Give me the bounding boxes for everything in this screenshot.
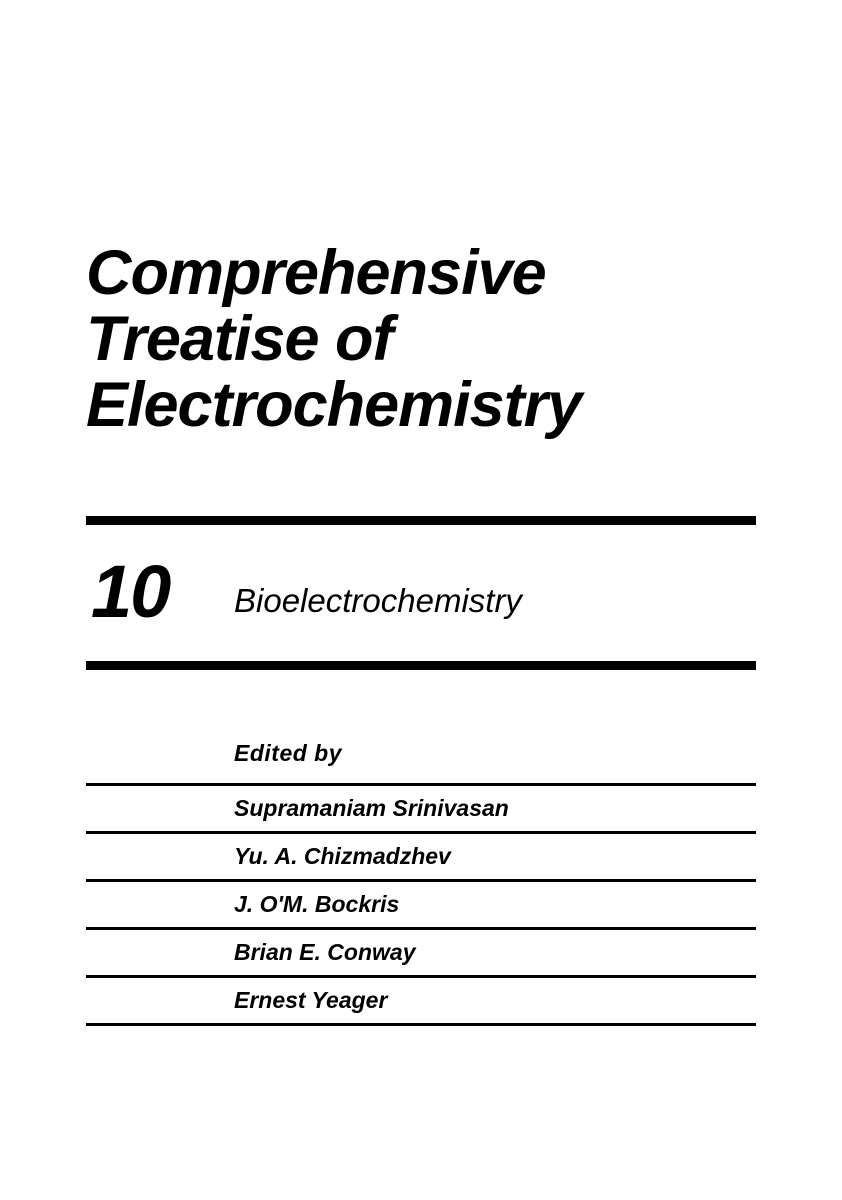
book-title xyxy=(86,240,756,438)
divider-above-volume xyxy=(86,516,756,525)
editor-name-1: Supramaniam Srinivasan xyxy=(234,795,509,821)
volume-number: 10 xyxy=(91,550,170,633)
cover-content xyxy=(86,0,756,1200)
editor-divider-5 xyxy=(86,975,756,978)
volume-row xyxy=(86,552,756,648)
volume-subtitle: Bioelectrochemistry xyxy=(234,582,522,619)
editor-divider-4 xyxy=(86,927,756,930)
editor-divider-1 xyxy=(86,783,756,786)
editor-divider-6 xyxy=(86,1023,756,1026)
title-line-3: Electrochemistry xyxy=(86,370,582,440)
divider-below-volume xyxy=(86,661,756,670)
editor-name-3: J. O'M. Bockris xyxy=(234,891,400,917)
editor-name-2: Yu. A. Chizmadzhev xyxy=(234,843,451,869)
editor-divider-2 xyxy=(86,831,756,834)
editor-name-5: Ernest Yeager xyxy=(234,987,388,1013)
title-line-2: Treatise of xyxy=(86,304,393,374)
edited-by-label: Edited by xyxy=(234,740,343,766)
editor-divider-3 xyxy=(86,879,756,882)
editor-name-4: Brian E. Conway xyxy=(234,939,416,965)
title-line-1: Comprehensive xyxy=(86,238,546,308)
